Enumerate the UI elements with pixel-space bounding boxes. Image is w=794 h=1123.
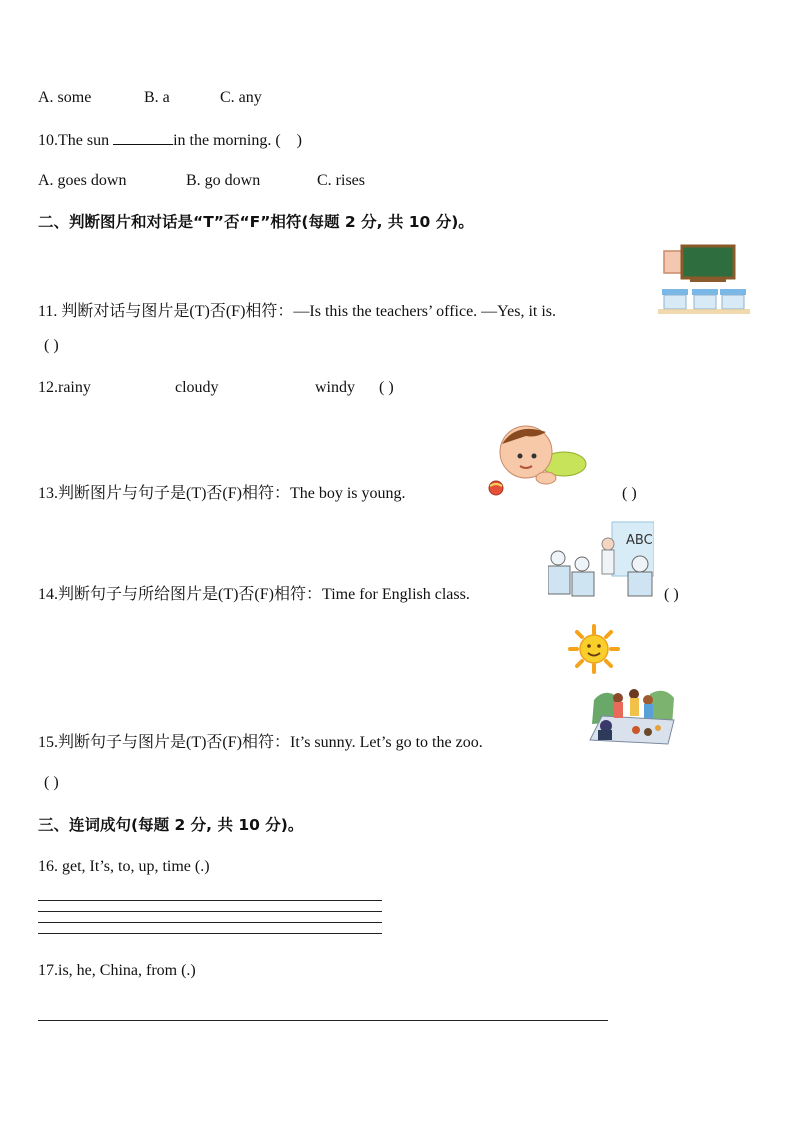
q10-option-b: B. go down xyxy=(186,172,261,189)
q9-options xyxy=(38,88,262,108)
q10-close-paren: ) xyxy=(296,132,302,149)
q17-question: 17.is, he, China, from (.) xyxy=(38,962,196,979)
q14-answer-paren[interactable]: ( ) xyxy=(664,586,679,603)
q12-word-2: cloudy xyxy=(175,379,219,396)
q12-question xyxy=(38,378,394,398)
q16-answer-line-1[interactable] xyxy=(38,900,382,901)
q12-word-1: 12.rainy xyxy=(38,379,91,396)
q11-answer-paren[interactable]: ( ) xyxy=(44,337,59,354)
q12-answer-paren[interactable]: ( ) xyxy=(379,379,394,396)
sun-picture xyxy=(568,624,620,674)
english-class-picture xyxy=(548,520,654,598)
q16-answer-line-4[interactable] xyxy=(38,933,382,934)
q16-answer-line-3[interactable] xyxy=(38,922,382,923)
q13-question: 13.判断图片与句子是(T)否(F)相符：The boy is young. xyxy=(38,485,406,502)
q13-answer-paren[interactable]: ( ) xyxy=(622,485,637,502)
board-abc-text: ABC xyxy=(626,533,653,548)
q9-option-b: B. a xyxy=(144,89,170,106)
q11-question: 11. 判断对话与图片是(T)否(F)相符：—Is this the teachers’ office. —Yes, it is. xyxy=(38,303,557,320)
q15-answer-paren[interactable]: ( ) xyxy=(44,774,59,791)
q16-question: 16. get, It’s, to, up, time (.) xyxy=(38,858,210,875)
q10-prefix: 10.The sun xyxy=(38,132,110,149)
q15-question: 15.判断句子与图片是(T)否(F)相符：It’s sunny. Let’s go to the zoo. xyxy=(38,734,483,751)
q12-word-3: windy xyxy=(315,379,355,396)
q17-answer-line[interactable] xyxy=(38,1020,608,1021)
q10-option-c: C. rises xyxy=(317,172,365,189)
q10-suffix: in the morning. ( xyxy=(173,132,281,149)
q9-option-a: A. some xyxy=(38,89,92,106)
q10-option-a: A. goes down xyxy=(38,172,127,189)
q9-option-c: C. any xyxy=(220,89,262,106)
q10-question xyxy=(38,130,302,151)
picnic-picture xyxy=(588,686,676,746)
q10-options xyxy=(38,171,365,191)
baby-crawling-picture xyxy=(486,418,590,500)
q14-question: 14.判断句子与所给图片是(T)否(F)相符：Time for English class. xyxy=(38,586,470,603)
classroom-picture xyxy=(656,243,752,317)
section2-heading: 二、判断图片和对话是“T”否“F”相符(每题 2 分, 共 10 分)。 xyxy=(38,213,474,231)
q10-answer-blank[interactable] xyxy=(113,130,173,145)
q16-answer-line-2[interactable] xyxy=(38,911,382,912)
section3-heading: 三、连词成句(每题 2 分, 共 10 分)。 xyxy=(38,816,304,834)
